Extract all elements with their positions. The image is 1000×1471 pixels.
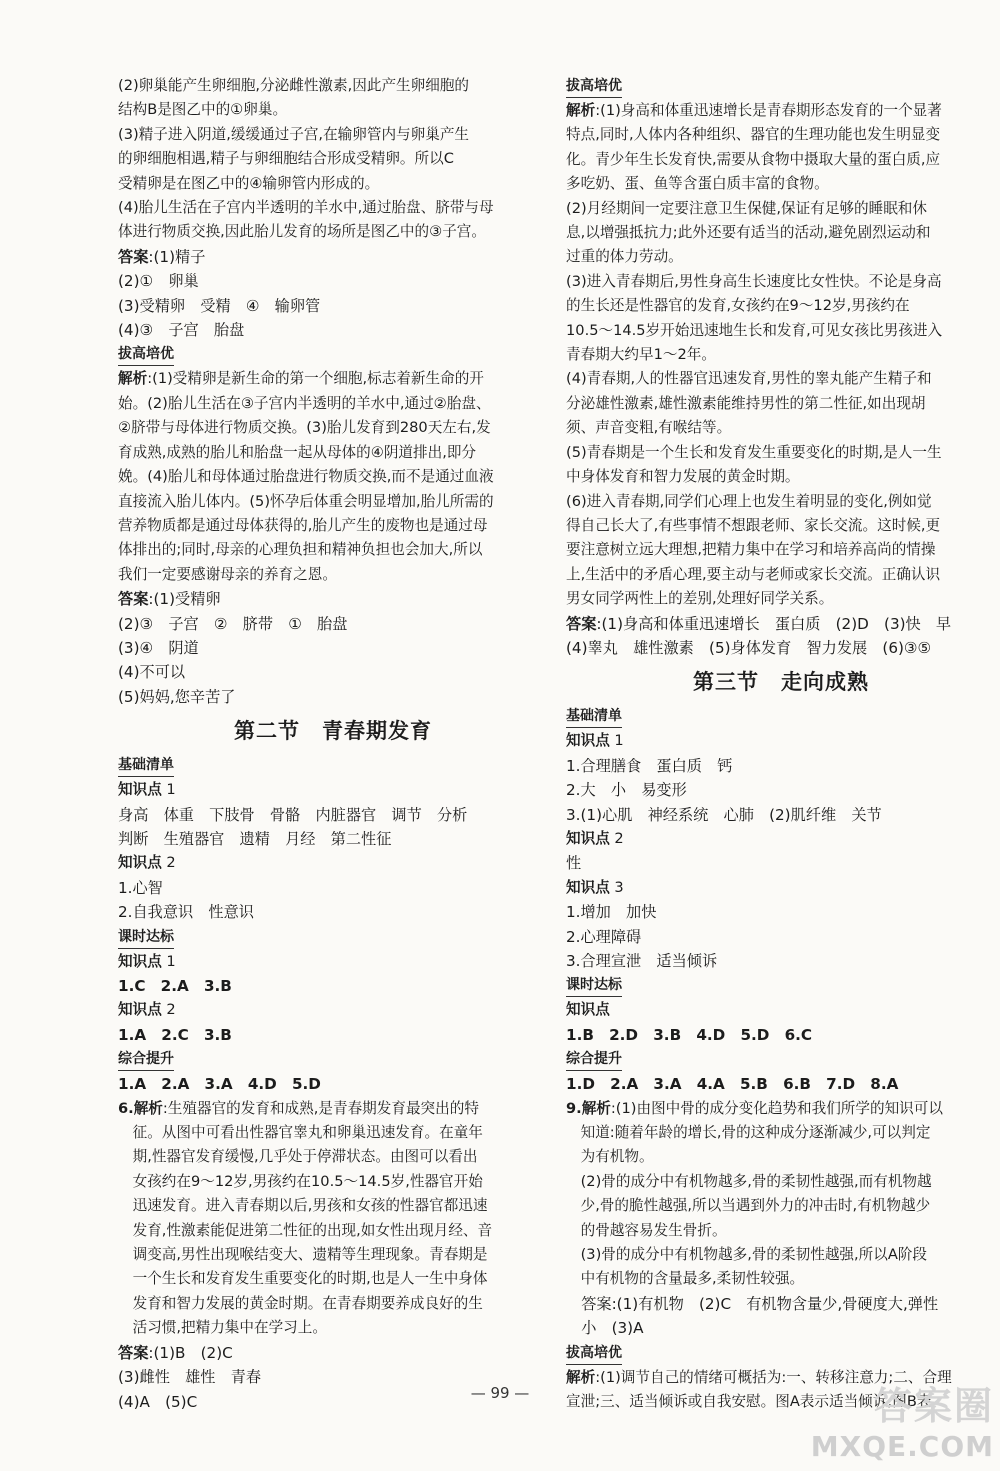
text-line: 得自己长大了,有些事情不想跟老师、家长交流。这时候,更	[566, 516, 941, 534]
section-title: 第二节 青春期发育	[234, 719, 432, 744]
section-label: 拔高培优	[118, 343, 174, 366]
text-line: 青春期大约早1～2年。	[566, 346, 716, 364]
section-label: 课时达标	[118, 926, 174, 949]
text-line: 1.B 2.D 3.B 4.D 5.D 6.C	[566, 1025, 813, 1044]
text-line: 10.5～14.5岁开始迅速地生长和发育,可见女孩比男孩进入	[566, 321, 943, 339]
right-column	[566, 74, 996, 1415]
text-line: 发育,性激素能促进第二性征的出现,如女性出现月经、音	[118, 1221, 493, 1239]
text-line: 中有机物的含量最多,柔韧性较强。	[566, 1270, 805, 1288]
text-line: 3.合理宣泄 适当倾诉	[566, 952, 718, 970]
text-line: 一个生长和发育发生重要变化的时期,也是人一生中身体	[118, 1270, 488, 1288]
text-line: 中身体发育和智力发展的黄金时期。	[566, 468, 800, 486]
text-line: (3)进入青春期后,男性身高生长速度比女性快。不论是身高	[566, 272, 942, 290]
text-line: 受精卵是在图乙中的④输卵管内形成的。	[118, 174, 380, 192]
section-label: 基础清单	[118, 754, 174, 777]
text-line: (2)③ 子宫 ② 脐带 ① 胎盘	[118, 614, 348, 633]
text-line: 育成熟,成熟的胎儿和胎盘一起从母体的④阴道排出,即分	[118, 443, 477, 461]
text-line: 9.解析:(1)由图中骨的成分变化趋势和我们所学的知识可以	[566, 1099, 943, 1117]
text-line: 1.D 2.A 3.A 4.A 5.B 6.B 7.D 8.A	[566, 1075, 899, 1094]
text-line: (3)精子进入阴道,缓缓通过子宫,在输卵管内与卵巢产生	[118, 125, 470, 143]
text-line: 知识点 2	[118, 854, 176, 872]
text-line: (4)A (5)C	[118, 1392, 198, 1411]
watermark-logo: 答案圈	[873, 1384, 994, 1428]
text-line: 答案:(1)身高和体重迅速增长 蛋白质 (2)D (3)快 早	[566, 614, 952, 633]
text-line: 的卵细胞相遇,精子与卵细胞结合形成受精卵。所以C	[118, 150, 454, 168]
text-line: (4)睾丸 雄性激素 (5)身体发育 智力发展 (6)③⑤	[566, 638, 932, 657]
text-line: 直接流入胎儿体内。(5)怀孕后体重会明显增加,胎儿所需的	[118, 492, 494, 510]
section-label-row	[566, 1341, 996, 1366]
text-line: 化。青少年生长发育快,需要从食物中摄取大量的蛋白质,应	[566, 150, 941, 168]
text-line: 解析:(1)身高和体重迅速增长是青春期形态发育的一个显著	[566, 102, 942, 119]
section-label: 基础清单	[566, 705, 622, 728]
text-line: 为有机物。	[566, 1148, 654, 1166]
section-label-row	[566, 704, 996, 729]
text-line: 的生长还是性器官的发育,女孩约在9～12岁,男孩约在	[566, 297, 910, 315]
text-line: 答案:(1)精子	[118, 247, 206, 266]
text-line: (4)青春期,人的性器官迅速发育,男性的睾丸能产生精子和	[566, 370, 932, 388]
text-line: 特点,同时,人体内各种组织、器官的生理功能也发生明显变	[566, 126, 941, 144]
text-line: (3)骨的成分中有机物越多,骨的柔韧性越强,所以A阶段	[566, 1246, 927, 1264]
text-line: 小 (3)A	[566, 1319, 644, 1338]
section-label: 综合提升	[566, 1048, 622, 1071]
text-line: 上,生活中的矛盾心理,要主动与老师或家长交流。正确认识	[566, 565, 941, 583]
text-line: 分泌雄性激素,雄性激素能维持男性的第二性征,如出现胡	[566, 394, 926, 412]
text-line: 的骨越容易发生骨折。	[566, 1221, 727, 1239]
text-line: 性	[566, 854, 582, 873]
text-line: 结构B是图乙中的①卵巢。	[118, 101, 288, 119]
text-line: 须、声音变粗,有喉结等。	[566, 419, 732, 437]
text-line: 知识点 1	[118, 781, 176, 799]
left-column	[118, 74, 548, 1414]
text-line: 知识点 2	[118, 1001, 176, 1019]
text-line: 女孩约在9～12岁,男孩约在10.5～14.5岁,性器官开始	[118, 1172, 483, 1190]
section-label-row	[118, 1047, 548, 1072]
section-label: 综合提升	[118, 1048, 174, 1071]
text-line: 知识点 2	[566, 829, 624, 847]
text-line: (4)胎儿生活在子宫内半透明的羊水中,通过胎盘、脐带与母	[118, 199, 494, 217]
text-line: ②脐带与母体进行物质交换。(3)胎儿发育到280天左右,发	[118, 419, 491, 437]
text-line: 征。从图中可看出性器官睾丸和卵巢迅速发育。在童年	[118, 1124, 483, 1142]
text-line: 3.(1)心肌 神经系统 心肺 (2)肌纤维 关节	[566, 805, 882, 824]
text-line: (3)雌性 雄性 青春	[118, 1368, 262, 1387]
section-label-row	[118, 753, 548, 778]
text-line: 娩。(4)胎儿和母体通过胎盘进行物质交换,而不是通过血液	[118, 468, 494, 486]
text-line: 答案:(1)受精卵	[118, 590, 221, 609]
text-line: 1.合理膳食 蛋白质 钙	[566, 756, 733, 775]
text-line: (6)进入青春期,同学们心理上也发生着明显的变化,例如觉	[566, 492, 932, 510]
text-line: 答案:(1)B (2)C	[118, 1343, 233, 1362]
text-line: (5)妈妈,您辛苦了	[118, 687, 236, 706]
text-line: 知识点	[566, 1001, 610, 1019]
watermark-url: MXQE.COM	[810, 1430, 994, 1463]
text-line: (3)受精卵 受精 ④ 输卵管	[118, 296, 321, 315]
text-line: 要注意树立远大理想,把精力集中在学习和培养高尚的情操	[566, 541, 936, 559]
page-number: — 99 —	[470, 1384, 530, 1402]
text-line: (3)④ 阴道	[118, 638, 199, 657]
text-line: 1.心智	[118, 878, 163, 897]
text-line: 调变高,男性出现喉结变大、遗精等生理现象。青春期是	[118, 1246, 488, 1264]
text-line: 息,以增强抵抗力;此外还要有适当的活动,避免剧烈运动和	[566, 224, 931, 242]
section-label: 课时达标	[566, 974, 622, 997]
section-label-row	[566, 1047, 996, 1072]
section-label: 拔高培优	[566, 75, 622, 98]
text-line: 始。(2)胎儿生活在③子宫内半透明的羊水中,通过②胎盘、	[118, 394, 491, 412]
text-line: 宣泄;三、适当倾诉或自我安慰。图A表示适当倾诉;图B表	[566, 1393, 932, 1411]
text-line: 少,骨的脆性越强,所以当遇到外力的冲击时,有机物越少	[566, 1197, 931, 1215]
text-line: (2)骨的成分中有机物越多,骨的柔韧性越强,而有机物越	[566, 1172, 932, 1190]
text-line: 解析:(1)受精卵是新生命的第一个细胞,标志着新生命的开	[118, 370, 484, 388]
text-line: (2)① 卵巢	[118, 272, 199, 291]
text-line: 过重的体力劳动。	[566, 248, 683, 266]
section-label-row	[118, 925, 548, 950]
text-line: (2)卵巢能产生卵细胞,分泌雌性激素,因此产生卵细胞的	[118, 77, 470, 94]
text-line: 2.心理障碍	[566, 927, 642, 946]
text-line: 6.解析:生殖器官的发育和成熟,是青春期发育最突出的特	[118, 1099, 479, 1117]
text-line: 1.A 2.C 3.B	[118, 1025, 232, 1044]
text-line: 发育和智力发展的黄金时期。在青春期要养成良好的生	[118, 1294, 483, 1312]
text-line: 多吃奶、蛋、鱼等含蛋白质丰富的食物。	[566, 175, 829, 193]
text-line: 知道:随着年龄的增长,骨的这种成分逐渐减少,可以判定	[566, 1124, 931, 1142]
section-label: 拔高培优	[566, 1342, 622, 1365]
text-line: 1.增加 加快	[566, 903, 657, 922]
text-line: 知识点 1	[566, 732, 624, 750]
text-line: 知识点 1	[118, 952, 176, 970]
section-label-row	[566, 973, 996, 998]
text-line: 知识点 3	[566, 878, 624, 896]
text-line: 体排出的;同时,母亲的心理负担和精神负担也会加大,所以	[118, 541, 483, 559]
text-line: 1.A 2.A 3.A 4.D 5.D	[118, 1075, 321, 1094]
text-line: 1.C 2.A 3.B	[118, 977, 232, 995]
text-line: 体进行物质交换,因此胎儿发育的场所是图乙中的③子宫。	[118, 223, 486, 241]
text-line: (4)③ 子宫 胎盘	[118, 321, 245, 340]
section-label-row	[566, 74, 996, 99]
text-line: 2.自我意识 性意识	[118, 903, 254, 922]
text-line: 解析:(1)调节自己的情绪可概括为:一、转移注意力;二、合理	[566, 1368, 952, 1386]
text-line: (5)青春期是一个生长和发育发生重要变化的时期,是人一生	[566, 443, 942, 461]
text-line: 身高 体重 下肢骨 骨骼 内脏器官 调节 分析	[118, 805, 468, 824]
text-line: 2.大 小 易变形	[566, 781, 687, 800]
text-line: 营养物质都是通过母体获得的,胎儿产生的废物也是通过母	[118, 516, 488, 534]
text-line: (4)不可以	[118, 663, 186, 682]
text-line: 迅速发育。进入青春期以后,男孩和女孩的性器官都迅速	[118, 1197, 488, 1215]
text-line: 活习惯,把精力集中在学习上。	[118, 1319, 327, 1337]
text-line: 期,性器官发育缓慢,几乎处于停滞状态。由图可以看出	[118, 1148, 478, 1166]
watermark	[811, 1375, 994, 1463]
text-line: 判断 生殖器官 遗精 月经 第二性征	[118, 829, 392, 848]
text-line: 答案:(1)有机物 (2)C 有机物含量少,骨硬度大,弹性	[566, 1294, 939, 1313]
section-title: 第三节 走向成熟	[693, 670, 869, 695]
text-line: (2)月经期间一定要注意卫生保健,保证有足够的睡眠和休	[566, 199, 927, 217]
text-line: 我们一定要感谢母亲的养育之恩。	[118, 565, 337, 583]
text-line: 男女同学两性上的差别,处理好同学关系。	[566, 590, 834, 608]
section-label-row	[118, 342, 548, 367]
